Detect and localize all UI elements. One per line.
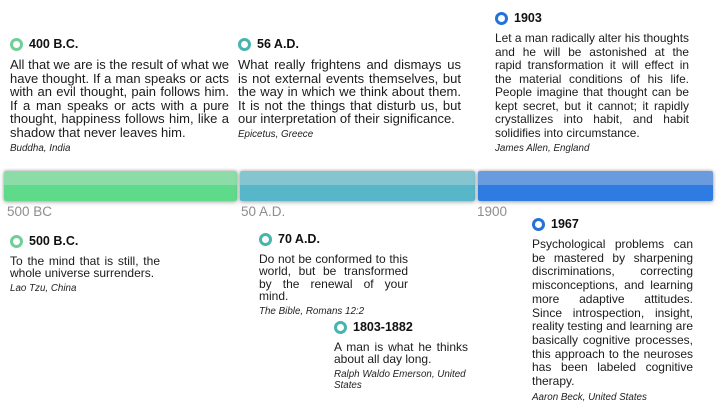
segment-top-shade [240, 171, 475, 185]
event-header [532, 217, 693, 231]
event-date: 1903 [514, 11, 542, 25]
event-header [495, 11, 689, 25]
event-attribution: Epicetus, Greece [238, 128, 314, 140]
timeline-marker-icon [334, 321, 347, 334]
timeline-bar-segment-ancient [4, 171, 237, 201]
event-card-1967 [532, 217, 693, 403]
event-attribution: Aaron Beck, United States [532, 391, 647, 403]
event-card-70ad [259, 232, 408, 317]
timeline-marker-icon [10, 38, 23, 51]
event-attribution: The Bible, Romans 12:2 [259, 305, 365, 317]
event-attribution: Ralph Waldo Emerson, United States [334, 368, 466, 391]
event-quote: All that we are is the result of what we have thought. If a man speaks or acts with an evil thought, pain follows him. If a man speaks or acts with a pure thought, happiness follows him, like a shadow that never leaves him. [10, 57, 229, 140]
axis-label-50ad: 50 A.D. [241, 204, 286, 219]
event-card-500bc [10, 234, 160, 294]
event-attribution: Lao Tzu, China [10, 282, 77, 294]
axis-label-1900: 1900 [477, 204, 508, 219]
segment-bottom-shade [478, 185, 713, 202]
segment-top-shade [478, 171, 713, 185]
timeline-marker-icon [495, 12, 508, 25]
event-header [334, 320, 468, 334]
event-date: 500 B.C. [29, 234, 79, 248]
event-quote: Let a man radically alter his thoughts and he will be astonished at the rapid transformation it will effect in the material conditions of his life. People imagine that thought can be kept secret, but it cannot; it rapidly crystallizes into habit, and habit solidifies into circumstance. [495, 31, 689, 140]
timeline-marker-icon [259, 233, 272, 246]
event-card-1903 [495, 11, 689, 154]
axis-label-500bc: 500 BC [7, 204, 53, 219]
event-date: 56 A.D. [257, 37, 299, 51]
event-quote: Psychological problems can be mastered by sharpening discriminations, correcting misconceptions, and learning more adaptive attitudes. Since introspection, insight, reality testing and learning are basically cognitive processes, this approach to the neuroses has been labeled cognitive therapy. [532, 237, 693, 389]
event-date: 1803-1882 [353, 320, 413, 334]
timeline-marker-icon [10, 235, 23, 248]
event-header [10, 37, 229, 51]
event-date: 70 A.D. [278, 232, 320, 246]
segment-bottom-shade [240, 185, 475, 202]
event-date: 1967 [551, 217, 579, 231]
event-quote: What really frightens and dismays us is not external events themselves, but the way in which we think about them. It is not the things that disturb us, but our interpretation of their significance. [238, 57, 461, 127]
event-date: 400 B.C. [29, 37, 79, 51]
event-card-400bc [10, 37, 229, 154]
timeline-bar-segment-classical [240, 171, 475, 201]
event-attribution: James Allen, England [495, 143, 590, 154]
segment-top-shade [4, 171, 237, 185]
event-header [259, 232, 408, 246]
event-attribution: Buddha, India [10, 142, 71, 154]
timeline-bar-segment-modern [478, 171, 713, 201]
event-card-1803-1882 [334, 320, 468, 391]
event-quote: A man is what he thinks about all day long. [334, 340, 468, 367]
timeline-marker-icon [532, 218, 545, 231]
segment-bottom-shade [4, 185, 237, 202]
event-header [10, 234, 160, 248]
event-quote: To the mind that is still, the whole universe surrenders. [10, 254, 160, 281]
event-card-56ad [238, 37, 461, 140]
event-header [238, 37, 461, 51]
event-quote: Do not be conformed to this world, but be transformed by the renewal of your mind. [259, 252, 408, 304]
timeline-marker-icon [238, 38, 251, 51]
